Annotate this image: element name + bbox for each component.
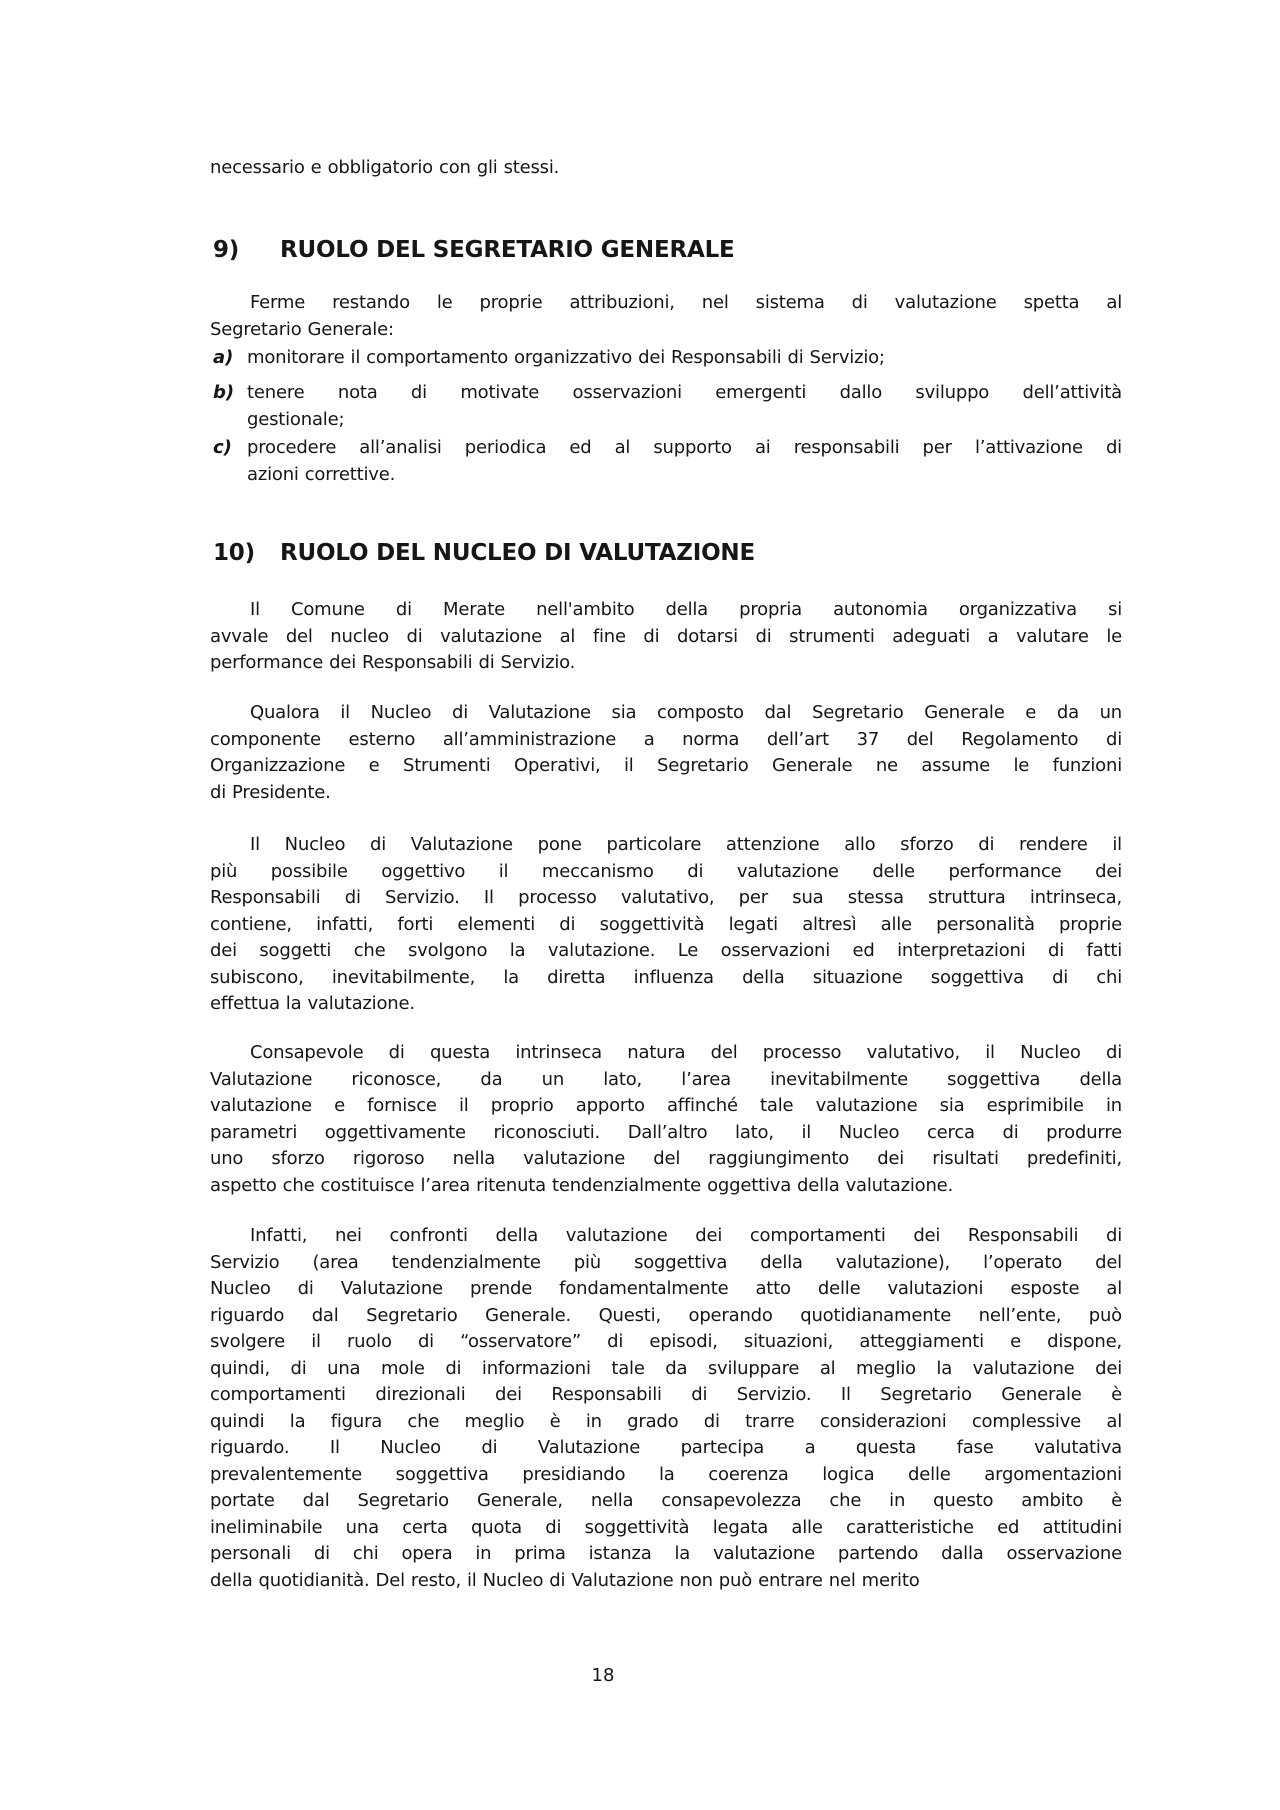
heading-number: 10) [213,540,255,566]
text-line: Responsabili di Servizio. Il processo valutativo, per sua stessa struttura intrinseca, [210,887,1122,908]
text-line: dei soggetti che svolgono la valutazione. Le osservazioni ed interpretazioni di fatti [210,940,1122,961]
paragraph [210,155,1122,182]
text-line: più possibile oggettivo il meccanismo di valutazione delle performance dei [210,860,1122,882]
text-line: effettua la valutazione. [210,993,415,1014]
paragraph [210,832,1122,1018]
text-line: tenere nota di motivate osservazioni emergenti dallo sviluppo dell’attività [247,382,1122,403]
paragraph [210,597,1122,677]
text-line: valutazione e fornisce il proprio apporto affinché tale valutazione sia esprimibile in [210,1095,1122,1116]
text-line: Servizio (area tendenzialmente più soggettiva della valutazione), l’operato del [210,1251,1122,1273]
text-line: di Presidente. [210,781,331,803]
document-content [210,0,1122,1810]
text-line: svolgere il ruolo di “osservatore” di episodi, situazioni, atteggiamenti e dispone, [210,1331,1122,1352]
text-line: Nucleo di Valutazione prende fondamentalmente atto delle valutazioni esposte al [210,1278,1122,1299]
text-line: Ferme restando le proprie attribuzioni, nel sistema di valutazione spetta al [250,292,1122,313]
text-line: procedere all’analisi periodica ed al supporto ai responsabili per l’attivazione di [247,437,1122,458]
text-line: aspetto che costituisce l’area ritenuta tendenzialmente oggettiva della valutazione. [210,1174,954,1196]
text-line: comportamenti direzionali dei Responsabili di Servizio. Il Segretario Generale è [210,1384,1122,1405]
list-label: b) [213,382,235,403]
text-line: gestionale; [247,408,345,430]
text-line: portate dal Segretario Generale, nella consapevolezza che in questo ambito è [210,1490,1122,1511]
text-line: componente esterno all’amministrazione a norma dell’art 37 del Regolamento di [210,728,1122,750]
text-line: riguardo. Il Nucleo di Valutazione partecipa a questa fase valutativa [210,1437,1122,1458]
text-line: contiene, infatti, forti elementi di soggettività legati altresì alle personalità proprie [210,913,1122,935]
text-line: Organizzazione e Strumenti Operativi, il Segretario Generale ne assume le funzioni [210,755,1122,776]
text-line: parametri oggettivamente riconosciuti. Dall’altro lato, il Nucleo cerca di produrre [210,1121,1122,1143]
text-line: quindi, di una mole di informazioni tale da sviluppare al meglio la valutazione dei [210,1357,1122,1379]
text-line: ineliminabile una certa quota di soggettività legata alle caratteristiche ed attitudini [210,1516,1122,1538]
text-line: Il Nucleo di Valutazione pone particolare attenzione allo sforzo di rendere il [250,834,1122,855]
paragraph [210,1223,1122,1594]
text-line: necessario e obbligatorio con gli stessi. [210,157,560,178]
list-item [210,380,1122,433]
section-heading [210,235,1122,265]
text-line: Il Comune di Merate nell'ambito della propria autonomia organizzativa si [250,599,1122,620]
text-line: performance dei Responsabili di Servizio. [210,652,576,673]
text-line: azioni correttive. [247,463,396,485]
text-line: monitorare il comportamento organizzativo dei Responsabili di Servizio; [247,347,885,368]
list-item [210,435,1122,488]
text-line: avvale del nucleo di valutazione al fine di dotarsi di strumenti adeguati a valutare le [210,625,1122,647]
text-line: della quotidianità. Del resto, il Nucleo di Valutazione non può entrare nel merito [210,1569,920,1591]
paragraph [210,290,1122,343]
text-line: Valutazione riconosce, da un lato, l’area inevitabilmente soggettiva della [210,1068,1122,1090]
section-heading [210,538,1122,568]
text-line: Qualora il Nucleo di Valutazione sia composto dal Segretario Generale e da un [250,702,1122,723]
text-line: subiscono, inevitabilmente, la diretta influenza della situazione soggettiva di chi [210,966,1122,988]
text-line: prevalentemente soggettiva presidiando la coerenza logica delle argomentazioni [210,1463,1122,1485]
text-line: riguardo dal Segretario Generale. Questi, operando quotidianamente nell’ente, può [210,1304,1122,1326]
text-line: personali di chi opera in prima istanza la valutazione partendo dalla osservazione [210,1543,1122,1564]
text-line: Consapevole di questa intrinseca natura del processo valutativo, il Nucleo di [250,1042,1122,1063]
paragraph [210,1040,1122,1199]
text-line: uno sforzo rigoroso nella valutazione del raggiungimento dei risultati predefiniti, [210,1148,1122,1169]
list-label: c) [213,437,232,458]
page-number: 18 [591,1665,615,1686]
heading-number: 9) [213,237,240,263]
text-line: quindi la figura che meglio è in grado di trarre considerazioni complessive al [210,1410,1122,1432]
paragraph [210,700,1122,806]
list-label: a) [213,347,234,368]
heading-title: RUOLO DEL NUCLEO DI VALUTAZIONE [280,540,755,566]
text-line: Infatti, nei confronti della valutazione dei comportamenti dei Responsabili di [250,1225,1122,1246]
text-line: Segretario Generale: [210,318,394,340]
list-item [210,345,1122,372]
heading-title: RUOLO DEL SEGRETARIO GENERALE [280,237,735,263]
